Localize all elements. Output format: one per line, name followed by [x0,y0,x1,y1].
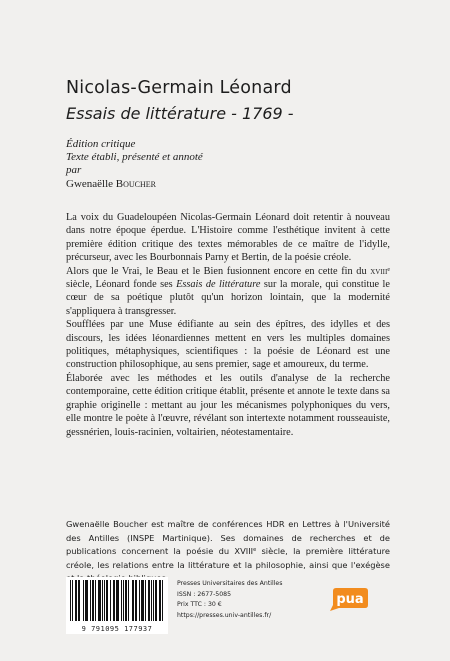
editor-name [66,178,156,190]
barcode-bar [110,580,111,621]
blurb-paragraph-2 [66,265,390,319]
blurb-p2-part-c: sur la morale, qui constitue le cœur de sa poétique plutôt qu'un horizon lointain, que la modernité s'appliquera à transgresser. [66,279,390,317]
blurb-paragraph-3: Soufflées par une Muse édifiante au sein des épîtres, des idylles et des discours, les idées léonardiennes mettent en vers les multiples domaines politiques, métaphysiques, scientifiques : la poésie de Léonard est une construction philosophique, au sens premier, sage et amoureux, du terme. [66,319,390,371]
barcode-bar [128,580,129,621]
barcode-bar [142,580,143,621]
publisher-issn: ISSN : 2677-5085 [177,590,232,598]
barcode-bar [100,580,101,621]
bio-part-a: Gwenaëlle Boucher est maître de conférences HDR en Lettres à l'Université des Antilles (INSPE Martinique). Ses domaines de recherches et de publications concernent la poésie du XVIII [66,519,390,557]
author-name: Nicolas-Germain Léonard [66,78,292,98]
barcode-bar [85,580,86,621]
author-bio [66,518,390,586]
barcode-bar [151,580,152,621]
barcode-bar [149,580,150,621]
barcode-bar [132,580,133,621]
barcode-bar [114,580,115,621]
barcode-bar [133,580,134,621]
book-title: Essais de littérature - 1769 - [66,104,294,123]
publisher-name: Presses Universitaires des Antilles [177,580,283,587]
barcode-bar [93,580,94,621]
logo-text: pua [336,592,364,607]
barcode-bar [153,580,154,621]
barcode-bar [99,580,100,621]
barcode-bar [156,580,157,621]
edition-credits [66,138,203,177]
book-title-inline: Essais de littérature [176,279,261,291]
barcode-bar [95,580,96,621]
century-suffix: e [387,266,390,273]
blurb-p2-part-a: Alors que le Vrai, le Beau et le Bien fusionnent encore en cette fin du [66,265,371,277]
barcode-bar [78,580,79,621]
barcode-bar [126,580,127,621]
barcode-bar [90,580,91,621]
barcode-bar [117,580,118,621]
barcode-bars [66,577,168,624]
barcode-bar [106,580,107,621]
barcode-bar [125,580,126,621]
blurb-paragraph-4: Élaborée avec les méthodes et les outils d'analyse de la recherche contemporaine, cette édition critique établit, présente et annote le texte dans sa graphie originelle : mettant au jour les mécanismes polyphoniques du vers, elle montre le poète à l'œuvre, révélant son intertexte notamment rousseauiste, gessnérien, louis-racinien, voltairien, néotestamentaire. [66,372,390,438]
barcode-bar [70,580,71,621]
barcode-bar [162,580,163,621]
barcode-bar [148,580,149,621]
blurb-p2-part-b: siècle, Léonard fonde ses [66,279,177,291]
blurb [66,211,390,439]
barcode-bar [98,580,99,621]
barcode-bar [83,580,84,621]
pua-logo-icon [327,585,369,611]
blurb-paragraph-1: La voix du Guadeloupéen Nicolas-Germain Léonard doit retentir à nouveau dans notre époque éperdue. L'Histoire comme l'esthétique invitent à cette première édition critique des textes mémorables de ce maître de l'idylle, précurseur, avec les Bourbonnais Parny et Bertin, de la poésie créole. [66,212,390,264]
barcode-bar [155,580,156,621]
barcode-bar [76,580,77,621]
editor-last-name: Boucher [115,178,157,190]
barcode-bar [135,580,136,621]
publisher-info [177,579,282,621]
edition-by: par [66,164,82,176]
barcode-bar [136,580,137,621]
barcode-bar [86,580,87,621]
bio-century-suffix: e [253,547,257,554]
barcode-bar [72,580,73,621]
editor-first-name: Gwenaëlle [66,178,114,190]
edition-description: Texte établi, présenté et annoté [66,151,203,163]
barcode-bar [121,580,122,621]
barcode-bar [159,580,160,621]
century-numeral: xviii [370,265,388,277]
barcode-bar [123,580,124,621]
barcode-bar [87,580,88,621]
barcode-bar [92,580,93,621]
barcode-bar [107,580,108,621]
barcode-bar [104,580,105,621]
barcode-bar [116,580,117,621]
barcode-bar [143,580,144,621]
barcode-bar [75,580,76,621]
publisher-logo [327,585,369,611]
isbn-number: 9 791095 177937 [81,625,153,633]
barcode-bar [160,580,161,621]
barcode-bar [102,580,103,621]
barcode-bar [113,580,114,621]
barcode-bar [139,580,140,621]
bio-part-b: siècle, la première littérature créole, les relations entre la littérature et la philosophie, ainsi que l'exégèse [66,546,390,570]
publisher-url[interactable]: https://presses.univ-antilles.fr/ [177,611,272,619]
barcode-bar [79,580,80,621]
isbn-barcode [66,577,168,634]
barcode-bar [118,580,119,621]
barcode-bar [141,580,142,621]
edition-type: Édition critique [66,138,136,150]
publisher-price: Prix TTC : 30 € [177,601,222,608]
barcode-bar [145,580,146,621]
